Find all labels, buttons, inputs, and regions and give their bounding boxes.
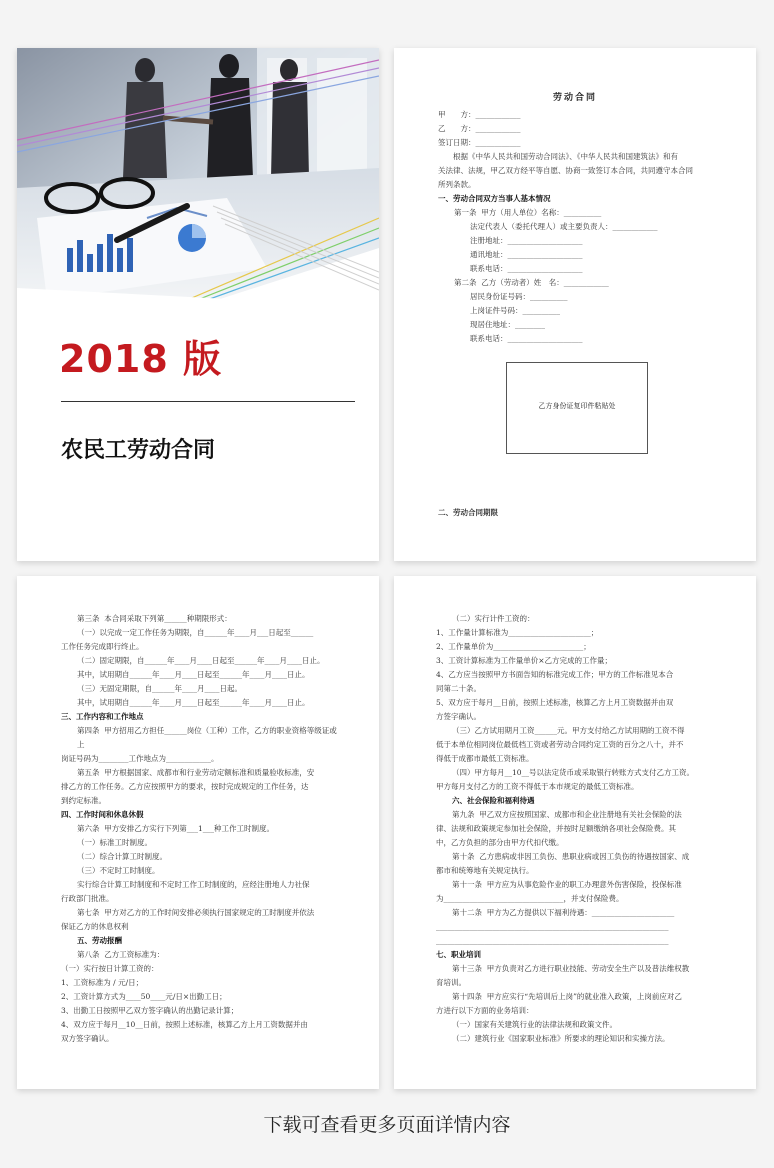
contract-line: 行政部门批准。 bbox=[61, 894, 114, 903]
contract-line: 关法律、法规，甲乙双方经平等自愿、协商一致签订本合同，共同遵守本合同 bbox=[438, 166, 693, 175]
cover-divider bbox=[61, 401, 355, 402]
contract-line: （一）标准工时制度。 bbox=[77, 838, 152, 847]
section-heading: 五、劳动报酬 bbox=[77, 936, 122, 945]
contract-page-2 bbox=[17, 576, 379, 1089]
contract-line: （一）国家有关建筑行业的法律法规和政策文件。 bbox=[452, 1020, 617, 1029]
contract-line: 甲方每月支付乙方的工资不得低于本市规定的最低工资标准。 bbox=[436, 782, 639, 791]
contract-line: 3、出勤工日按照甲乙双方签字确认的出勤记录计算； bbox=[61, 1006, 239, 1015]
contract-line: 第六条 甲方安排乙方实行下列第___1___种工作工时制度。 bbox=[77, 824, 275, 833]
contract-line: ______________________________________________________________ bbox=[436, 936, 669, 945]
contract-line: （二）综合计算工时制度。 bbox=[77, 852, 167, 861]
contract-line: （一）以完成一定工作任务为期限，自______年____月___日起至______ bbox=[77, 628, 314, 637]
contract-line: （一）实行按日计算工资的： bbox=[61, 964, 159, 973]
contract-line: 同第二十条。 bbox=[436, 684, 481, 693]
cover-photo-image bbox=[17, 48, 379, 300]
contract-line: 第十二条 甲方为乙方提供以下福利待遇：______________________ bbox=[452, 908, 675, 917]
contract-line: 居民身份证号码：__________ bbox=[470, 292, 568, 301]
contract-line: （二）建筑行业《国家职业标准》所要求的理论知识和实操方法。 bbox=[452, 1034, 670, 1043]
contract-line: 排乙方的工作任务。乙方应按照甲方的要求，按时完成规定的工作任务，达 bbox=[61, 782, 309, 791]
contract-line: 第四条 甲方招用乙方担任______岗位（工种）工作，乙方的职业资格等级证或 bbox=[77, 726, 337, 735]
contract-line: 第十三条 甲方负责对乙方进行职业技能、劳动安全生产以及普法维权教 bbox=[452, 964, 690, 973]
contract-line: 上岗证件号码：__________ bbox=[470, 306, 560, 315]
contract-line: 得低于成都市最低工资标准。 bbox=[436, 754, 534, 763]
page2-text bbox=[438, 108, 738, 346]
cover-title: 农民工劳动合同 bbox=[61, 438, 216, 463]
contract-line: 乙 方：____________ bbox=[438, 124, 521, 133]
contract-line: （二）固定期限，自______年____月____日起至______年____月____日止。 bbox=[77, 656, 325, 665]
contract-line: 第九条 甲乙双方应按照国家、成都市和企业注册地有关社会保险的法 bbox=[452, 810, 682, 819]
contract-line: 4、双方应于每月__10__日前，按照上述标准，核算乙方上月工资数据并由 bbox=[61, 1020, 308, 1029]
contract-line: 根据《中华人民共和国劳动合同法》、《中华人民共和国建筑法》和有 bbox=[438, 152, 678, 161]
contract-line: 联系电话：____________________ bbox=[470, 334, 583, 343]
id-box-label: 乙方身份证复印件粘贴处 bbox=[538, 402, 616, 410]
contract-line: 方进行以下方面的业务培训： bbox=[436, 1006, 534, 1015]
contract-line: 联系电话：____________________ bbox=[470, 264, 583, 273]
contract-line: 双方签字确认。 bbox=[61, 1034, 114, 1043]
contract-line: 3、工资计算标准为工作量单价×乙方完成的工作量； bbox=[436, 656, 613, 665]
contract-line: 第八条 乙方工资标准为： bbox=[77, 950, 165, 959]
contract-line: 现居住地址：________ bbox=[470, 320, 545, 329]
contract-line: 中，乙方负担的部分由甲方代扣代缴。 bbox=[436, 838, 564, 847]
contract-line: 其中，试用期自______年____月____日起至______年____月____日止。 bbox=[77, 698, 310, 707]
contract-line: 为________________________________，并支付保险费。 bbox=[436, 894, 624, 903]
contract-line: 都市和统筹地有关规定执行。 bbox=[436, 866, 534, 875]
contract-line: 第二条 乙方（劳动者）姓 名：____________ bbox=[454, 278, 609, 287]
contract-line: 第三条 本合同采取下列第______种期限形式： bbox=[77, 614, 232, 623]
contract-line: 保证乙方的休息权利 bbox=[61, 922, 129, 931]
contract-line: 第十四条 甲方应实行“先培训后上岗”的就业准入政策，上岗前应对乙 bbox=[452, 992, 682, 1001]
contract-line: （三）乙方试用期月工资______元。甲方支付给乙方试用期的工资不得 bbox=[452, 726, 685, 735]
contract-line: 甲 方：____________ bbox=[438, 110, 521, 119]
contract-line: 第十一条 甲方应为从事危险作业的职工办理意外伤害保险，投保标准 bbox=[452, 880, 682, 889]
contract-line: 育培训。 bbox=[436, 978, 466, 987]
contract-line: 方签字确认。 bbox=[436, 712, 481, 721]
contract-line: （二）实行计件工资的： bbox=[452, 614, 535, 623]
contract-page-1 bbox=[394, 48, 756, 561]
download-more-footer: 下载可查看更多页面详情内容 bbox=[263, 1114, 511, 1136]
contract-page-3 bbox=[394, 576, 756, 1089]
page3-text bbox=[61, 612, 371, 1046]
contract-line: 1、工资标准为 / 元/日； bbox=[61, 978, 144, 987]
contract-line: 2、工作量单价为________________________； bbox=[436, 642, 591, 651]
contract-line: 签订日期：____________ bbox=[438, 138, 521, 147]
section-heading: 四、工作时间和休息休假 bbox=[61, 810, 144, 819]
id-card-paste-box bbox=[506, 362, 648, 454]
contract-line: 5、双方应于每月__日前，按照上述标准，核算乙方上月工资数据并由双 bbox=[436, 698, 674, 707]
contract-line: 低于本单位相同岗位最低档工资或者劳动合同约定工资的百分之八十，并不 bbox=[436, 740, 684, 749]
contract-line: 通讯地址：____________________ bbox=[470, 250, 583, 259]
section-heading: 三、工作内容和工作地点 bbox=[61, 712, 144, 721]
contract-line: （三）无固定期限，自______年____月____日起。 bbox=[77, 684, 242, 693]
contract-line: 第五条 甲方根据国家、成都市和行业劳动定额标准和质量验收标准，安 bbox=[77, 768, 315, 777]
contract-line: 其中，试用期自______年____月____日起至______年____月____日止。 bbox=[77, 670, 310, 679]
contract-line: 法定代表人（委托代理人）或主要负责人：____________ bbox=[470, 222, 658, 231]
contract-line: 所列条款。 bbox=[438, 180, 476, 189]
section-heading: 一、劳动合同双方当事人基本情况 bbox=[438, 194, 551, 203]
contract-line: 第七条 甲方对乙方的工作时间安排必须执行国家规定的工时制度并依法 bbox=[77, 908, 315, 917]
contract-line: （三）不定时工时制度。 bbox=[77, 866, 160, 875]
contract-line: 到约定标准。 bbox=[61, 796, 106, 805]
contract-line: ______________________________________________________________ bbox=[436, 922, 669, 931]
contract-line: 注册地址：____________________ bbox=[470, 236, 583, 245]
contract-line: 岗证号码为________工作地点为____________。 bbox=[61, 754, 219, 763]
contract-line: 4、乙方应当按照甲方书面告知的标准完成工作；甲方的工作标准见本合 bbox=[436, 670, 674, 679]
page4-text bbox=[436, 612, 748, 1046]
contract-line: 上 bbox=[77, 740, 85, 749]
contract-title: 劳动合同 bbox=[552, 93, 597, 103]
cover-year: 2018 版 bbox=[59, 337, 222, 381]
cover-page bbox=[17, 48, 379, 561]
contract-line: 第一条 甲方（用人单位）名称：__________ bbox=[454, 208, 602, 217]
contract-line: 第十条 乙方患病或非因工负伤、患职业病或因工负伤的待遇按国家、成 bbox=[452, 852, 690, 861]
contract-line: （四）甲方每月__10__号以法定货币或采取银行转账方式支付乙方工资。 bbox=[452, 768, 695, 777]
section-heading: 七、职业培训 bbox=[436, 950, 481, 959]
section-heading: 六、社会保险和福利待遇 bbox=[452, 796, 535, 805]
contract-line: 工作任务完成即行终止。 bbox=[61, 642, 144, 651]
contract-line: 2、工资计算方式为____50____元/日×出勤工日； bbox=[61, 992, 227, 1001]
contract-line: 实行综合计算工时制度和不定时工作工时制度的，应经注册地人力社保 bbox=[77, 880, 310, 889]
contract-line: 1、工作量计算标准为______________________； bbox=[436, 628, 599, 637]
contract-line: 律、法规和政策规定参加社会保险，并按时足额缴纳各项社会保险费。其 bbox=[436, 824, 676, 833]
section-contract-term: 二、劳动合同期限 bbox=[438, 508, 498, 517]
